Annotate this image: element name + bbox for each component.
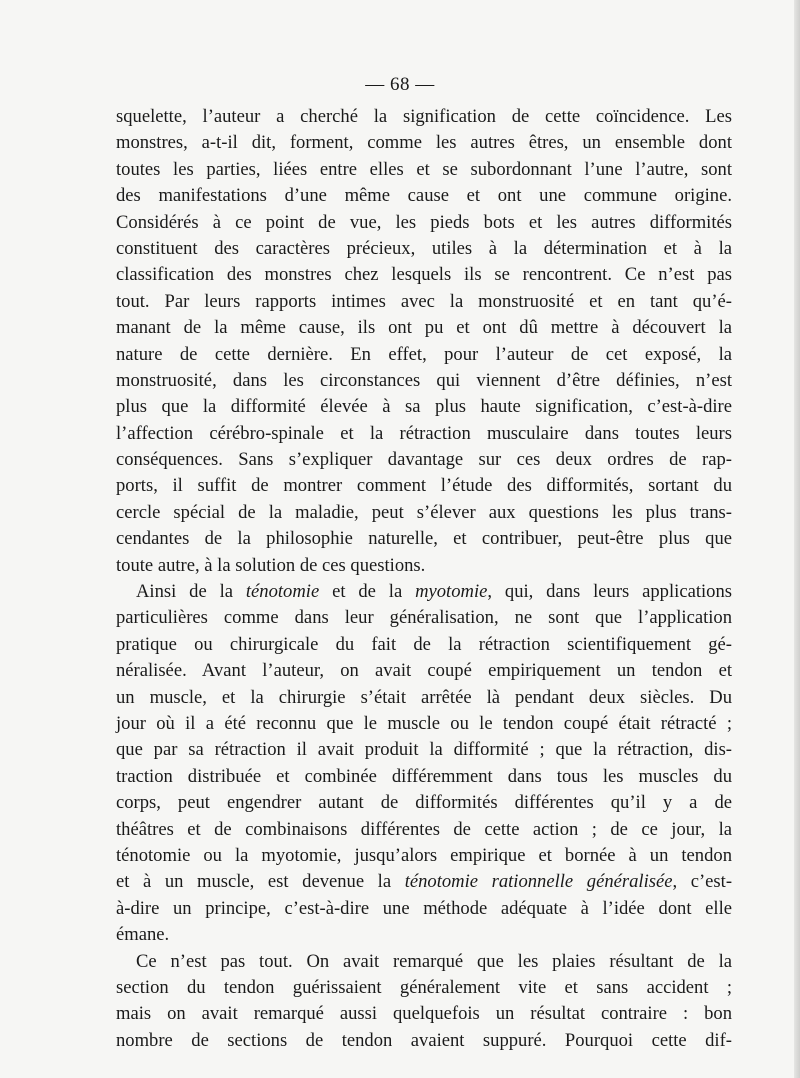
text-line: pratique ou chirurgicale du fait de la rétraction scientifiquement gé-: [116, 633, 732, 655]
text-fragment: et à un muscle, est devenue la: [116, 871, 405, 893]
text-line: plus que la difformité élevée à sa plus haute signification, c’est-à-dire: [116, 396, 732, 418]
text-line: des manifestations d’une même cause et ont une commune origine.: [116, 185, 732, 207]
italic-term: myotomie: [415, 581, 488, 603]
text-line: cercle spécial de la maladie, peut s’élever aux questions les plus trans-: [116, 501, 732, 523]
text-line: jour où il a été reconnu que le muscle ou le tendon coupé était rétracté ;: [116, 712, 732, 734]
text-line: nature de cette dernière. En effet, pour l’auteur de cet exposé, la: [116, 343, 732, 365]
text-line: [116, 579, 732, 605]
text-fragment: , qui, dans leurs applications: [487, 581, 732, 603]
text-line: traction distribuée et combinée différemment dans tous les muscles du: [116, 765, 732, 787]
text-fragment: Ainsi de la: [136, 581, 246, 603]
text-line: théâtres et de combinaisons différentes de cette action ; de ce jour, la: [116, 818, 732, 840]
text-line: particulières comme dans leur généralisation, ne sont que l’application: [116, 607, 732, 629]
body-text: [116, 104, 732, 1054]
text-line: ports, il suffit de montrer comment l’étude des difformités, sortant du: [116, 475, 732, 497]
text-line: à-dire un principe, c’est-à-dire une méthode adéquate à l’idée dont elle: [116, 897, 732, 919]
text-line: mais on avait remarqué aussi quelquefois un résultat contraire : bon: [116, 1003, 732, 1025]
text-line: émane.: [116, 924, 170, 946]
text-line: manant de la même cause, ils ont pu et ont dû mettre à découvert la: [116, 317, 732, 339]
text-line: un muscle, et la chirurgie s’était arrêtée là pendant deux siècles. Du: [116, 686, 732, 708]
text-fragment: , c’est-: [672, 871, 733, 893]
text-line: squelette, l’auteur a cherché la signification de cette coïncidence. Les: [116, 106, 732, 127]
page-edge-shadow: [794, 0, 800, 1078]
text-line: monstruosité, dans les circonstances qui viennent d’être définies, n’est: [116, 369, 732, 391]
text-line: cendantes de la philosophie naturelle, et contribuer, peut-être plus que: [116, 528, 732, 550]
text-line: tout. Par leurs rapports intimes avec la monstruosité et en tant qu’é-: [116, 290, 732, 312]
text-line: classification des monstres chez lesquels ils se rencontrent. Ce n’est pas: [116, 264, 732, 286]
italic-term: ténotomie: [245, 581, 320, 603]
text-line: toutes les parties, liées entre elles et se subordonnant l’une l’autre, sont: [116, 158, 732, 180]
text-line: constituent des caractères précieux, utiles à la détermination et à la: [116, 237, 732, 259]
text-line: que par sa rétraction il avait produit la difformité ; que la rétraction, dis-: [116, 739, 732, 761]
text-line: [116, 869, 732, 895]
text-line: corps, peut engendrer autant de difformités différentes qu’il y a de: [116, 792, 732, 814]
page-number: — 68 —: [365, 74, 435, 95]
text-line: nombre de sections de tendon avaient suppuré. Pourquoi cette dif-: [116, 1029, 732, 1051]
text-line: conséquences. Sans s’expliquer davantage sur ces deux ordres de rap-: [116, 449, 732, 471]
italic-term: ténotomie rationnelle généralisée: [404, 871, 673, 893]
text-fragment: et de la: [319, 581, 416, 603]
text-line: Considérés à ce point de vue, les pieds bots et les autres difformités: [116, 211, 732, 233]
text-line: Ce n’est pas tout. On avait remarqué que les plaies résultant de la: [136, 950, 732, 972]
text-line: monstres, a-t-il dit, forment, comme les autres êtres, un ensemble dont: [116, 132, 732, 154]
text-line: ténotomie ou la myotomie, jusqu’alors empirique et bornée à un tendon: [116, 844, 732, 866]
text-line: néralisée. Avant l’auteur, on avait coupé empiriquement un tendon et: [116, 660, 732, 682]
text-line: toute autre, à la solution de ces questions.: [116, 554, 426, 576]
text-line: section du tendon guérissaient généralement vite et sans accident ;: [116, 976, 732, 998]
text-line: l’affection cérébro-spinale et la rétraction musculaire dans toutes leurs: [116, 422, 732, 444]
